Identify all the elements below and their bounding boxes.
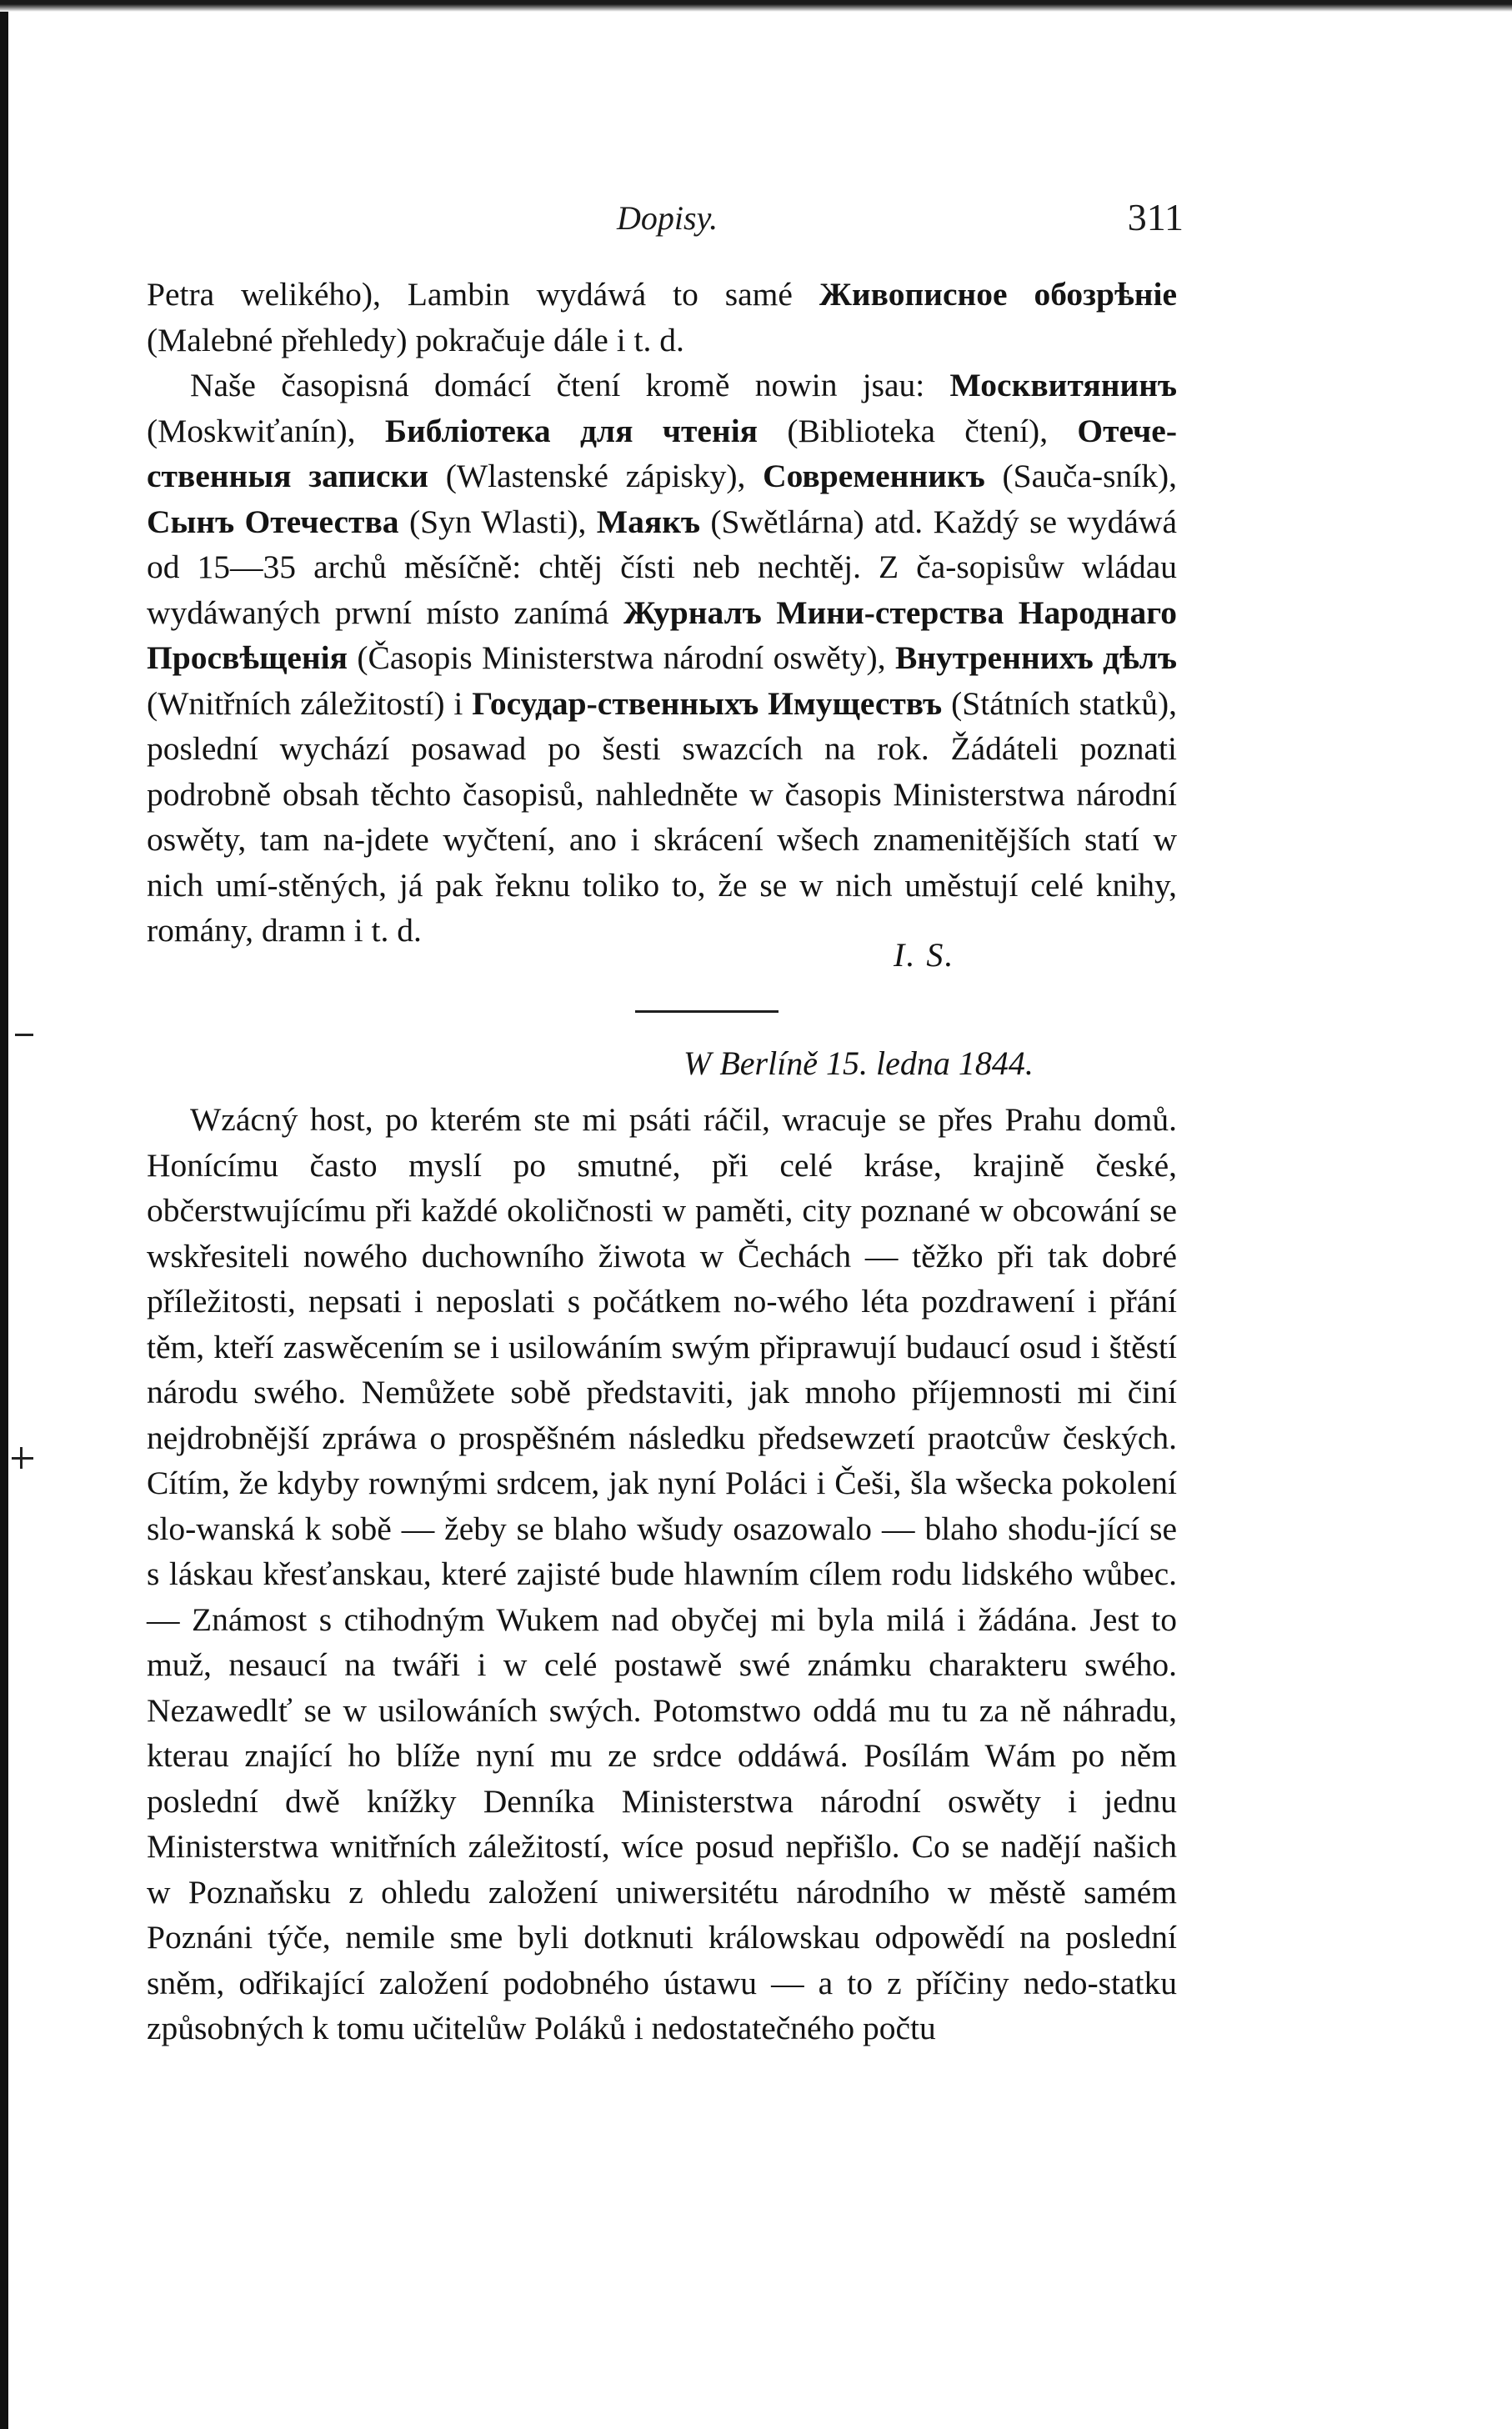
margin-mark: [20, 1447, 23, 1469]
russian-title: Отече-ственныя записки: [147, 412, 1177, 494]
article-berlin-letter: [147, 1097, 1177, 2051]
text-run: Naše časopisná domácí čtení kromě nowin jsau:: [190, 367, 950, 403]
text-run: (Sauča-sník),: [984, 458, 1177, 494]
text-run: (Wnitřních záležitostí) i: [147, 684, 473, 722]
text-run: Petra welikého), Lambin wydáwá to samé: [147, 276, 819, 313]
scan-edge-top: [0, 0, 1512, 12]
margin-mark: [15, 1034, 33, 1036]
margin-mark: [12, 1457, 33, 1460]
article-russian-journals: [147, 272, 1177, 954]
text-run: (Swětlárna) atd. Každý se wydáwá od 15—35 archů měsíčně: chtěj čísti neb nechtěj. Z ča-sopisůw wládau wydáwaných prwní místo zanímá: [147, 503, 1177, 631]
text-run: (Malebné přehledy) pokračuje dále i t. d.: [147, 321, 684, 358]
section-divider: [635, 1010, 779, 1013]
text-run: (Biblioteka čtení),: [758, 412, 1078, 449]
paragraph: [147, 272, 1177, 363]
russian-title: Государ-ственныхъ Имуществъ: [472, 684, 943, 722]
scan-edge-left: [0, 0, 8, 2429]
russian-title: Москвитянинъ: [949, 367, 1177, 403]
text-run: (Časopis Ministerstwa národní oswěty),: [348, 639, 895, 676]
russian-title: Современникъ: [763, 458, 985, 494]
running-head: Dopisy.: [617, 199, 718, 237]
page-number: 311: [1127, 196, 1184, 238]
russian-title: Журналъ Мини-стерства Народнаго Просвѣщенія: [147, 593, 1177, 676]
text-run: (Moskwiťanín),: [147, 412, 385, 449]
text-run: (Wlastenské zápisky),: [428, 458, 764, 494]
russian-title: Внутреннихъ дѣлъ: [894, 639, 1177, 676]
paragraph: Wzácný host, po kterém ste mi psáti ráčil, wracuje se přes Prahu domů. Honícímu často myslí po smutné, při celé kráse, krajině české, občerstwujícímu při každé okoličnosti w paměti, city poznané w obcowání se wskřesiteli nowého duchowního žiwota w Čechách — těžko při tak dobré příležitosti, nepsati i neposlati s počátkem no-wého léta pozdrawení i přání těm, kteří zaswěcením se i usilowáním swým připrawují budaucí osud i štěstí národu swého. Nemůžete sobě představiti, jak mnoho příjemnosti mi činí nejdrobnější zpráwa o prospěšném následku předsewzetí praotcůw českých. Cítím, že kdyby rownými srdcem, jak nyní Poláci i Češi, šla wšecka pokolení slo-wanská k sobě — žeby se blaho wšudy osazowalo — blaho shodu-jící se s láskau křesťanskau, které zajisté bude hlawním cílem rodu lidského wůbec. — Známost s ctihodným Wukem nad obyčej mi byla milá i žádána. Jest to muž, nesaucí na twáři i w celé postawě swé známku charakteru swého. Nezawedlť se w usilowáních swých. Potomstwo oddá mu tu za ně náhradu, kterau znající ho blíže nyní mu ze srdce oddáwá. Posílám Wám po něm poslední dwě knížky Denníka Ministerstwa národní oswěty i jednu Ministerstwa wnitřních záležitostí, wíce posud nepřišlo. Co se nadějí našich w Poznaňsku z ohledu založení uniwersitétu národního w městě samém Poznáni týče, nemile sme byli dotknuti králowskau odpowědí na poslední sněm, odřikající založení podobného ústawu — a to z příčiny nedo-statku způsobných k tomu učitelůw Poláků i nedostatečného počtu: [147, 1101, 1177, 2046]
paragraph: [147, 363, 1177, 954]
page-header: [133, 192, 1184, 242]
article-signature: I. S.: [894, 936, 955, 974]
russian-title: Маякъ: [596, 503, 700, 540]
russian-title: Живописное обозрѣніе: [819, 276, 1177, 313]
text-run: (Státních statků), poslední wychází posawad po šesti swazcích na rok. Žádáteli poznati podrobně obsah těchto časopisů, nahledněte w časopis Ministerstwa národní oswěty, tam na-jdete wyčtení, ano i skrácení wšech znamenitějších statí w nich umí-stěných, já pak řeknu toliko to, že se w nich uměstují celé knihy, romány, dramn i t. d.: [147, 684, 1178, 949]
text-run: (Syn Wlasti),: [398, 503, 597, 540]
russian-title: Библіотека для чтенія: [384, 412, 759, 449]
russian-title: Сынъ Отечества: [147, 503, 399, 540]
letter-dateline: W Berlíně 15. ledna 1844.: [683, 1044, 1034, 1082]
